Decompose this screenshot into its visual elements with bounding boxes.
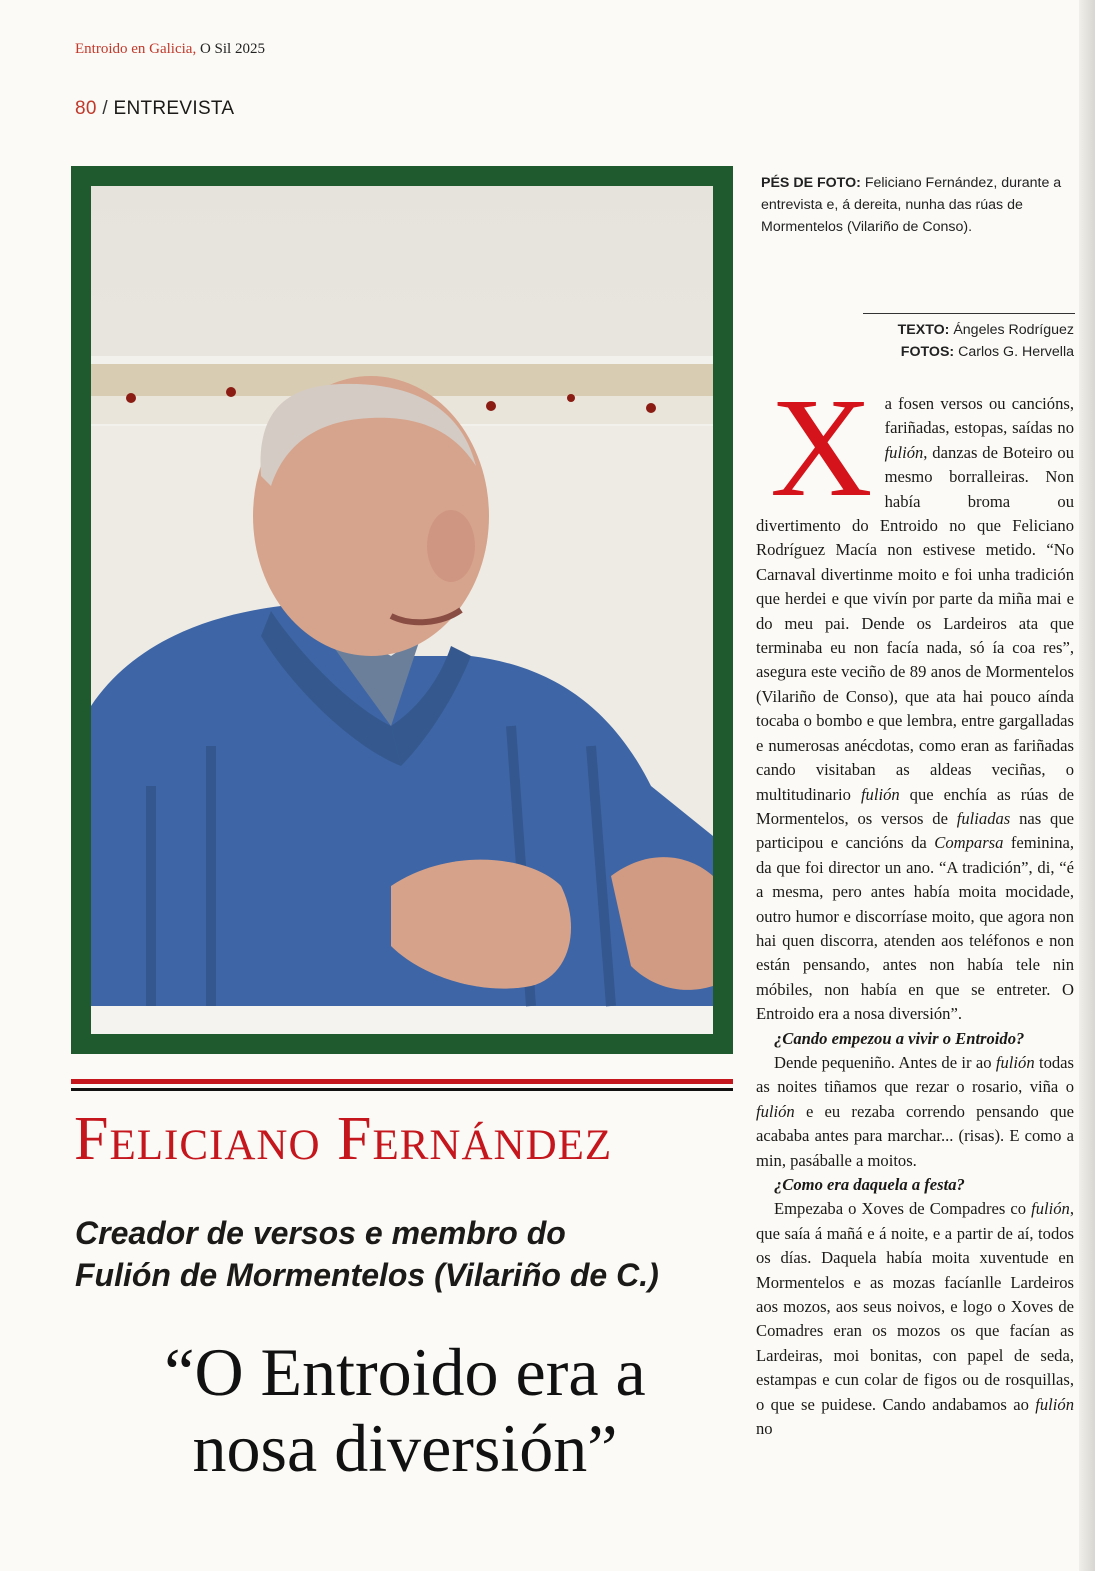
credits-rule [863,313,1075,314]
photo-credit-label: FOTOS: [900,344,955,360]
article-subtitle [75,1212,735,1296]
caption-text: Feliciano Fernández, durante a entrevista e, á dereita, nunha das rúas de Mormentelos (Vilariño de Conso). [761,175,1062,235]
running-head [75,41,265,58]
caption-label: PÉS DE FOTO: [761,175,861,191]
photo-credit [898,341,1074,363]
italic-term: fuliadas [956,808,1011,828]
question-2: ¿Como era daquela a festa? [774,1175,965,1194]
pull-quote [75,1334,735,1486]
section-separator: / [102,98,108,119]
text-run: que enchía as rúas de Mormentelos, os versos de [756,784,1074,828]
portrait-photo [91,186,713,1034]
section-header [75,98,234,120]
answer-1 [756,1051,1074,1173]
photo-credit-author: Carlos G. Hervella [958,344,1074,360]
question-1: ¿Cando empezou a vivir o Entroido? [774,1028,1025,1048]
text-credit [898,319,1074,341]
italic-term: fulión [884,442,924,462]
italic-term: Comparsa [934,833,1004,853]
italic-term: fulión [1035,1394,1074,1414]
text-run: todas as noites tiñamos que rezar o rosario, viña o [756,1052,1074,1097]
subtitle-line-2: Fulión de Mormentelos (Vilariño de C.) [75,1257,659,1293]
title-rule-black [71,1088,733,1091]
credits [898,319,1074,363]
italic-term: fulión [1031,1199,1070,1219]
text-run: no [756,1419,773,1439]
issue-label: O Sil 2025 [199,41,265,57]
text-credit-label: TEXTO: [897,322,950,338]
text-run: a fosen versos ou cancións, fariñadas, estopas, saídas no [884,394,1074,438]
text-run: , danzas de Boteiro ou mesmo borralleiras. Non había broma ou divertimento do Entroido no que Feliciano Rodríguez Macía non estivese metido. “No Carnaval divertinme moito e foi unha tradición que herdei e que vivín por parte da miña mai e do meu pai. Dende os Lardeiros ata que terminaba eu non facía nada, só ía coa res”, asegura este veciño de 89 anos de Mormentelos (Vilariño de Conso), que ata hai pouco aínda tocaba o bombo e que lembra, entre gargalladas e numerosas anécdotas, como eran as fariñadas cando visitaban as aldeas veciñas, o multitudinario [756,442,1074,804]
text-credit-author: Ángeles Rodríguez [953,322,1074,338]
page-number: 80 [75,98,97,119]
article-body [756,368,1075,1441]
text-run: Empezaba o Xoves de Compadres co [774,1199,1032,1219]
answer-2 [756,1197,1074,1441]
italic-term: fulión [995,1052,1035,1072]
title-rule-red [71,1079,733,1084]
photo-caption [761,172,1081,238]
text-run: feminina, da que foi director un ano. “A tradición”, di, “é a mesma, pero antes había moita mocidade, outro humor e discorríase moito, que agora non hai quen discorra, atenden aos teléfonos e non están pensando, antes non había tele nin móbiles, non había en que se entreter. O Entroido era a nosa diversión”. [756,833,1075,1024]
section-name: ENTREVISTA [113,98,235,119]
text-run: Dende pequeniño. Antes de ir ao [774,1052,996,1072]
pull-quote-line-1: “O Entroido era a [164,1334,646,1410]
page-edge [1079,0,1095,1571]
article-title: Feliciano Fernández [74,1105,613,1173]
subtitle-line-1: Creador de versos e membro do [75,1215,566,1251]
pull-quote-line-2: nosa diversión” [192,1410,618,1486]
portrait-photo-frame [71,166,733,1054]
italic-term: fulión [860,784,900,804]
text-run: nas que participou e cancións da [756,808,1074,853]
intro-paragraph [756,368,1075,1027]
text-run: , que saía á mañá e á noite, e a partir de aí, todos os días. Daquela había moita xuventude en Mormentelos e as mozas facíanlle Lardeiros aos mozos, aos seus noivos, e logo o Xoves de Comadres eran os mozos os que facían as Lardeiras, moi bonitas, con papel de seda, estampas e cun colar de figos ou de rosquillas, o que se puidese. Cando andabamos ao [756,1199,1074,1414]
publication-name: Entroido en Galicia, [75,41,197,57]
text-run: e eu rezaba correndo pensando que acababa antes para marchar... (risas). E como a min, pasáballe a moitos. [756,1101,1074,1170]
drop-cap: X [770,368,873,526]
italic-term: fulión [756,1101,795,1121]
